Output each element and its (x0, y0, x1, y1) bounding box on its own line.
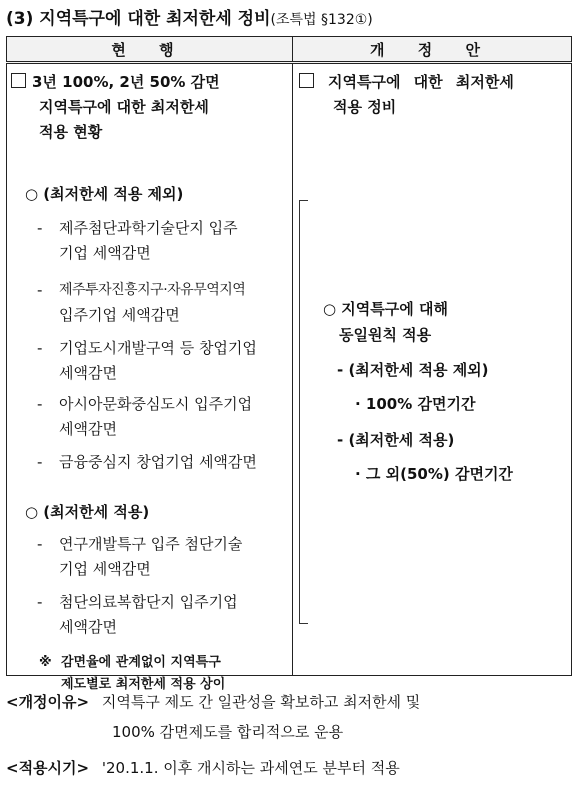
date-line: <적용시기> '20.1.1. 이후 개시하는 과세연도 분부터 적용 (6, 759, 400, 777)
proposed-sub1-item: · 100% 감면기간 (355, 395, 476, 413)
list-item: - 연구개발특구 입주 첨단기술 기업 세액감면 (37, 535, 243, 578)
group2-list (37, 532, 289, 646)
proposed-sub1: - (최저한세 적용 제외) (337, 361, 489, 379)
section-title-main: (3) 지역특구에 대한 최저한세 정비 (6, 9, 271, 29)
note: ※ 감면율에 관계없이 지역특구 제도별로 최저한세 적용 상이 (39, 652, 289, 696)
reason-label: <개정이유> (6, 693, 90, 711)
bracket-icon (299, 200, 308, 624)
proposed-sub2: - (최저한세 적용) (337, 431, 455, 449)
square-bullet-icon (299, 73, 314, 88)
header-proposed: 개 정 안 (293, 37, 572, 63)
proposed-column (293, 63, 572, 676)
header-current: 현 행 (7, 37, 293, 63)
list-item: - 제주투자진흥지구·자유무역지역 입주기업 세액감면 (37, 281, 246, 324)
list-item: - 금융중심지 창업기업 세액감면 (37, 453, 257, 471)
list-item: - 제주첨단과학기술단지 입주 기업 세액감면 (37, 219, 238, 262)
list-item: - 첨단의료복합단지 입주기업 세액감면 (37, 593, 238, 636)
date-label: <적용시기> (6, 759, 90, 777)
current-box-line2: 지역특구에 대한 최저한세 (39, 98, 209, 116)
current-column (7, 63, 293, 692)
group2-title: ○ (최저한세 적용) (25, 503, 150, 521)
group1-list (37, 216, 289, 480)
reason-line1: <개정이유> 지역특구 제도 간 일관성을 확보하고 최저한세 및 (6, 693, 421, 711)
section-title-ref: (조특법 §132①) (270, 12, 373, 28)
proposed-box-heading: 지역특구에 대한 최저한세 (299, 70, 569, 95)
list-item: - 아시아문화중심도시 입주기업 세액감면 (37, 395, 253, 438)
comparison-table (6, 36, 572, 692)
proposed-sub2-item: · 그 외(50%) 감면기간 (355, 465, 513, 483)
reason-line2: 100% 감면제도를 합리적으로 운용 (112, 723, 344, 741)
list-item: - 기업도시개발구역 등 창업기업 세액감면 (37, 339, 257, 382)
note-mark: ※ (39, 655, 52, 670)
section-title (6, 4, 373, 29)
group1-title: ○ (최저한세 적용 제외) (25, 185, 184, 203)
proposed-box-line2: 적용 정비 (333, 98, 397, 116)
current-box-heading: 3년 100%, 2년 50% 감면 (11, 70, 287, 95)
proposed-principle: ○ 지역특구에 대해 동일원칙 적용 (323, 300, 448, 344)
current-box-line3: 적용 현황 (39, 123, 103, 141)
square-bullet-icon (11, 73, 26, 88)
